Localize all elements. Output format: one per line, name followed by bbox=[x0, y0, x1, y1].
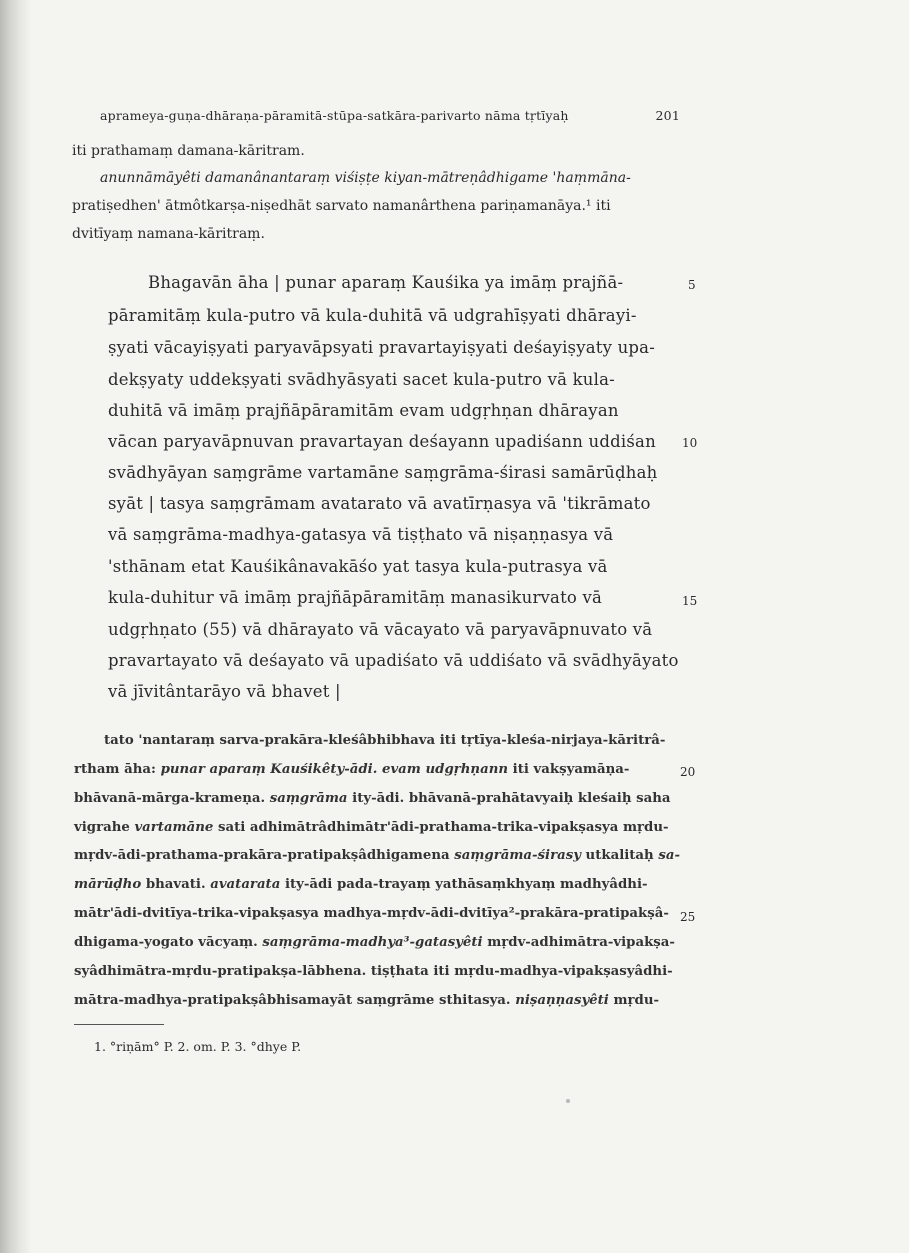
verse-line: dekṣyaty uddekṣyati svādhyāsyati sacet kula-putro vā kula- bbox=[108, 370, 615, 389]
verse-line: udgṛhṇato (55) vā dhārayato vā vācayato vā paryavāpnuvato vā bbox=[108, 620, 653, 639]
page-number: 201 bbox=[655, 108, 680, 123]
line-number: 15 bbox=[682, 594, 698, 608]
commentary-line: mātr'ādi-dvitīya-trika-vipakṣasya madhya-mṛdv-ādi-dvitīya²-prakāra-pratipakṣâ- bbox=[74, 906, 669, 921]
verse-line: duhitā vā imāṃ prajñāpāramitām evam udgṛhṇan dhārayan bbox=[108, 401, 619, 420]
paper-speck bbox=[566, 1099, 570, 1103]
verse-line: vācan paryavāpnuvan pravartayan deśayann upadiśann uddiśan bbox=[108, 432, 656, 451]
verse-line: Bhagavān āha | punar aparaṃ Kauśika ya imāṃ prajñā- bbox=[148, 273, 624, 292]
commentary-line: tato 'nantaraṃ sarva-prakāra-kleśâbhibhava iti tṛtīya-kleśa-nirjaya-kāritrâ- bbox=[104, 733, 666, 748]
verse-line: pāramitāṃ kula-putro vā kula-duhitā vā udgrahīṣyati dhārayi- bbox=[108, 306, 637, 325]
footnotes: 1. °riṇām° P. 2. om. P. 3. °dhye P. bbox=[94, 1039, 302, 1054]
verse-line: svādhyāyan saṃgrāme vartamāne saṃgrāma-śirasi samārūḍhaḥ bbox=[108, 463, 658, 482]
commentary-line: dhigama-yogato vācyaṃ. saṃgrāma-madhya³-gatasyêti mṛdv-adhimātra-vipakṣa- bbox=[74, 935, 675, 950]
verse-line: kula-duhitur vā imāṃ prajñāpāramitāṃ manasikurvato vā bbox=[108, 588, 603, 607]
commentary-line: vigrahe vartamāne sati adhimātrâdhimātr'ādi-prathama-trika-vipakṣasya mṛdu- bbox=[74, 820, 669, 835]
running-header bbox=[100, 108, 680, 130]
verse-line: vā saṃgrāma-madhya-gatasya vā tiṣṭhato vā niṣaṇṇasya vā bbox=[108, 525, 614, 544]
opening-line: anunnāmāyêti damanânantaraṃ viśiṣṭe kiyan-mātreṇâdhigame 'haṃmāna- bbox=[100, 170, 631, 186]
verse-line: syāt | tasya saṃgrāmam avatarato vā avatīrṇasya vā 'tikrāmato bbox=[108, 494, 651, 513]
opening-line: dvitīyaṃ namana-kāritraṃ. bbox=[72, 226, 265, 242]
commentary-line: mātra-madhya-pratipakṣâbhisamayāt saṃgrāme sthitasya. niṣaṇṇasyêti mṛdu- bbox=[74, 993, 660, 1008]
verse-line: 'sthānam etat Kauśikânavakāśo yat tasya kula-putrasya vā bbox=[108, 557, 608, 576]
line-number: 20 bbox=[680, 765, 696, 779]
running-title: aprameya-guṇa-dhāraṇa-pāramitā-stūpa-satkāra-parivarto nāma tṛtīyaḥ bbox=[100, 108, 569, 123]
commentary-line: mṛdv-ādi-prathama-prakāra-pratipakṣâdhigamena saṃgrāma-śirasy utkalitaḥ sa- bbox=[74, 848, 680, 863]
commentary-line: rtham āha: punar aparaṃ Kauśikêty-ādi. evam udgṛhṇann iti vakṣyamāṇa- bbox=[74, 762, 630, 777]
page-scan-edge bbox=[0, 0, 32, 1253]
commentary-line: mārūḍho bhavati. avatarata ity-ādi pada-trayaṃ yathāsaṃkhyaṃ madhyâdhi- bbox=[74, 877, 648, 892]
opening-line: pratiṣedhen' ātmôtkarṣa-niṣedhāt sarvato namanârthena pariṇamanāya.¹ iti bbox=[72, 198, 611, 214]
commentary-line: syâdhimātra-mṛdu-pratipakṣa-lābhena. tiṣṭhata iti mṛdu-madhya-vipakṣasyâdhi- bbox=[74, 964, 673, 979]
line-number: 5 bbox=[688, 278, 696, 292]
verse-line: pravartayato vā deśayato vā upadiśato vā uddiśato vā svādhyāyato bbox=[108, 651, 679, 670]
opening-line: iti prathamaṃ damana-kāritram. bbox=[72, 143, 305, 159]
line-number: 10 bbox=[682, 436, 698, 450]
footnote-divider bbox=[74, 1024, 164, 1025]
commentary-line: bhāvanā-mārga-krameṇa. saṃgrāma ity-ādi. bhāvanā-prahātavyaiḥ kleśaiḥ saha bbox=[74, 791, 671, 806]
verse-line: ṣyati vācayiṣyati paryavāpsyati pravartayiṣyati deśayiṣyaty upa- bbox=[108, 338, 655, 357]
verse-line: vā jīvitântarāyo vā bhavet | bbox=[108, 682, 341, 701]
line-number: 25 bbox=[680, 910, 696, 924]
